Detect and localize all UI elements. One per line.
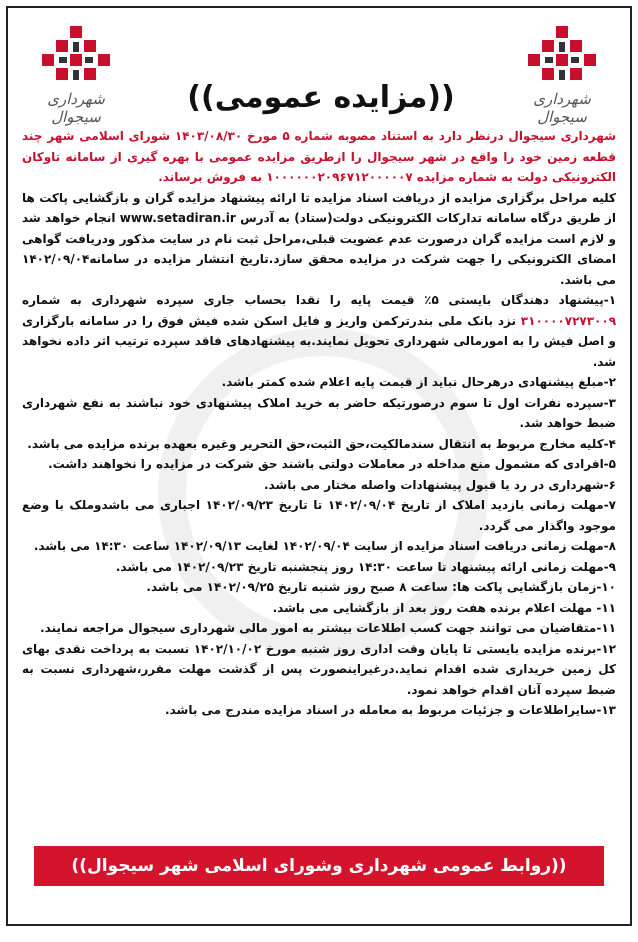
logo-caption-right: شهرداری سیجوال	[533, 90, 591, 126]
item-12: ۱۲-برنده مزایده بایستی تا پایان وقت اداری روز شنبه مورخ ۱۴۰۲/۱۰/۰۲ نسبت به پرداخت نقدی بهای کل زمین خریداری شده اقدام نماید.درغیراینصورت پس از گذشت مهلت مقرر،شهرداری نسبت به ضبط سپرده آنان اقدام خواهد نمود.	[22, 641, 617, 697]
item-1	[22, 290, 616, 372]
item-2: ۲-مبلغ پیشنهادی درهرحال نباید از قیمت پایه اعلام شده کمتر باشد.	[221, 375, 616, 389]
announcement-body	[22, 126, 616, 721]
announcement-page	[6, 6, 632, 926]
item-13: ۱۳-سایراطلاعات و جزئیات مربوط به معامله در اسناد مزایده مندرج می باشد.	[165, 703, 616, 717]
item-3: ۳-سپرده نفرات اول تا سوم درصورتیکه حاضر به خرید املاک پیشنهادی خود نباشند به نفع شهرداری ضبط خواهد شد.	[22, 395, 616, 430]
item-6: ۶-شهرداری در رد یا قبول پیشنهادات واصله مختار می باشد.	[264, 477, 616, 492]
item-7: ۷-مهلت زمانی بازدید املاک از تاریخ ۱۴۰۲/۰۹/۰۴ تا تاریخ ۱۴۰۲/۰۹/۲۳ اجباری می باشدوملک با وضع موجود واگذار می گردد.	[22, 498, 616, 533]
logo-emblem-icon	[512, 22, 612, 92]
item-1-lead: ۱-پیشنهاد دهندگان بایستی ۵٪ قیمت پایه را نقدا بحساب جاری سپرده شهرداری به شماره	[22, 293, 617, 307]
item-5: ۵-افرادی که مشمول منع مداخله در معاملات دولتی باشند حق شرکت در مزایده را نخواهند داشت.	[48, 457, 616, 471]
item-9: ۹-مهلت زمانی ارائه پیشنهاد تا ساعت ۱۴:۳۰ روز پنجشنبه تاریخ ۱۴۰۲/۰۹/۲۳ می باشد.	[115, 559, 616, 574]
item-1-rest: نزد بانک ملی بندرترکمن واریز و فایل اسکن شده فیش فوق را در سامانه بارگزاری و اصل فیش را به امورمالی شهرداری تحویل نمایند.به پیشنهادهای فاقد سپرده ترتیب اثر داده نخواهد شد.	[22, 313, 616, 369]
item-11a: ۱۱- مهلت اعلام برنده هفت روز بعد از بازگشایی می باشد.	[272, 600, 616, 615]
municipality-logo-right	[512, 22, 612, 126]
page-title: ((مزایده عمومی))	[187, 80, 455, 115]
item-10: ۱۰-زمان بازگشایی پاکت ها: ساعت ۸ صبح روز شنبه تاریخ ۱۴۰۲/۰۹/۲۵ می باشد.	[146, 580, 616, 594]
item-4: ۴-کلیه مخارج مربوط به انتقال سندمالکیت،حق الثبت،حق التحریر وغیره بعهده برنده مزایده می باشد.	[27, 436, 616, 451]
municipality-logo-left	[26, 22, 126, 126]
item-8: ۸-مهلت زمانی دریافت اسناد مزایده از سایت ۱۴۰۲/۰۹/۰۴ لغایت ۱۴۰۲/۰۹/۱۳ ساعت ۱۴:۳۰ می باشد.	[33, 539, 616, 553]
logo-emblem-icon	[26, 22, 126, 92]
procedure-paragraph: کلیه مراحل برگزاری مزایده از دریافت اسناد مزایده تا ارائه پیشنهاد مزایده گران و بازگشایی پاکت ها از طریق درگاه سامانه تدارکات الکترونیکی دولت(ستاد) به آدرس www.setadiran.ir انجام خواهد شد و لازم است مزایده گران درصورت عدم عضویت قبلی،مراحل ثبت نام در سایت مذکور ودریافت گواهی امضای الکترونیکی را جهت شرکت در مزایده محقق سازد.تاریخ انتشار مزایده در سامانه۱۴۰۲/۰۹/۰۴ می باشد.	[22, 190, 616, 287]
intro-paragraph: شهرداری سیجوال درنظر دارد به استناد مصوبه شماره ۵ مورخ ۱۴۰۳/۰۸/۳۰ شورای اسلامی شهر چند قطعه زمین خود را واقع در شهر سیجوال را ازطریق مزایده عمومی با بهره گیری از سامانه تاوکان الکترونیکی دولت به شماره مزایده ۱۰۰۰۰۰۰۲۰۹۶۷۱۲۰۰۰۰۰۷ به فروش برساند.	[22, 129, 616, 184]
item-11b: ۱۱-متقاضیان می توانند جهت کسب اطلاعات بیشتر به امور مالی شهرداری سیجوال مراجعه نمایند.	[40, 621, 616, 635]
footer-banner: ((روابط عمومی شهرداری وشورای اسلامی شهر سیجوال))	[34, 846, 604, 886]
logo-caption-left: شهرداری سیجوال	[47, 90, 105, 126]
account-number: ۳۱۰۰۰۰۷۲۷۳۰۰۹	[520, 313, 617, 328]
